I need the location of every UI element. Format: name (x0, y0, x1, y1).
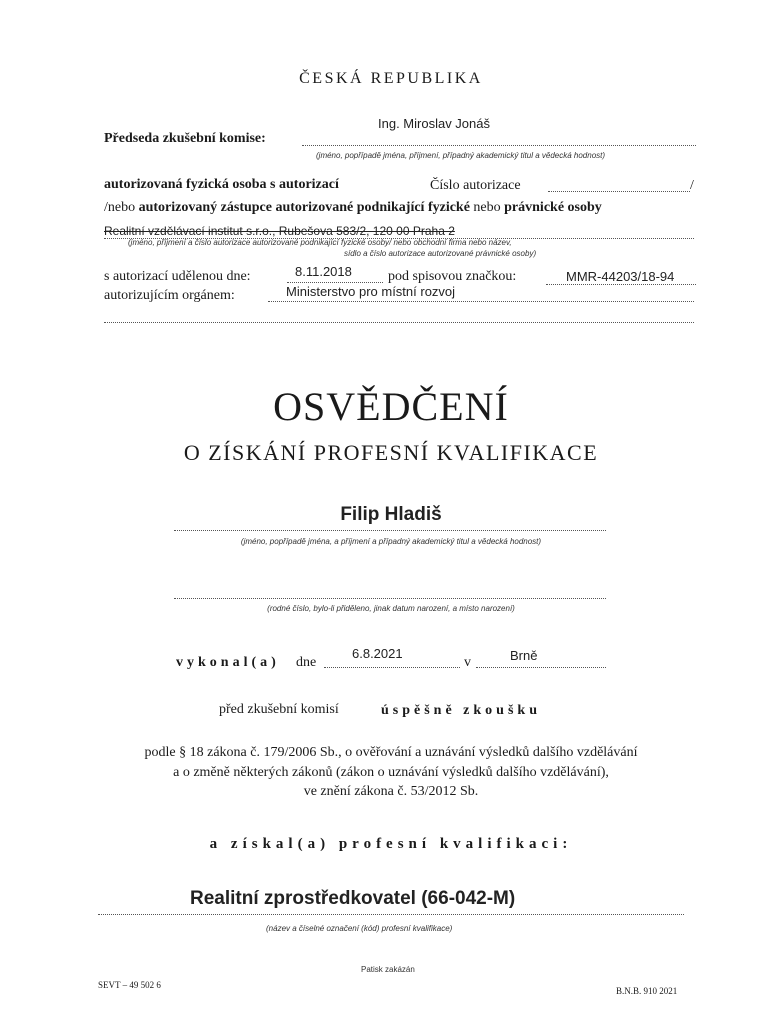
qualification-name: Realitní zprostředkovatel (66-042-M) (190, 888, 516, 909)
chairman-line (302, 145, 696, 146)
form-code-left: SEVT – 49 502 6 (98, 980, 161, 990)
holder-name-line (174, 530, 606, 531)
holder-name: Filip Hladiš (340, 504, 442, 525)
granted-date: 8.11.2018 (295, 264, 352, 279)
institute-note-2: sídlo a číslo autorizace autorizované právnické osoby) (344, 249, 537, 258)
file-number-line (546, 284, 696, 285)
law-line-2: a o změně některých zákonů (zákon o uznávání výsledků dalšího vzdělávání), (173, 765, 609, 780)
document-subtitle: O ZÍSKÁNÍ PROFESNÍ KVALIFIKACE (183, 440, 599, 465)
exam-date-line (324, 667, 460, 668)
country-heading: ČESKÁ REPUBLIKA (299, 70, 483, 87)
or-prefix: /nebo (104, 200, 139, 215)
reprint-notice: Patisk zakázán (361, 965, 415, 974)
holder-name-note: (jméno, popřípadě jména, a příjmení a případný akademický titul a vědecká hodnost) (240, 537, 542, 546)
authorized-rep-label: autorizovaný zástupce autorizované podnikající fyzické (138, 200, 470, 215)
date-label: dne (296, 655, 317, 670)
authorization-slash: / (690, 178, 694, 193)
form-code-right: B.N.B. 910 2021 (616, 986, 678, 996)
authority-label: autorizujícím orgánem: (104, 288, 235, 303)
institute-note-1: (jméno, příjmení a číslo autorizace autorizované podnikající fyzické osoby/ nebo obchodní firma nebo název, (128, 238, 512, 247)
legal-person-label: právnické osoby (504, 200, 602, 215)
authorized-person-label: autorizovaná fyzická osoba s autorizací (104, 177, 339, 192)
or-word: nebo (469, 200, 505, 215)
qualification-line (98, 914, 684, 915)
law-line-3: ve znění zákona č. 53/2012 Sb. (303, 784, 479, 799)
qualification-note: (název a číselné označení (kód) profesní kvalifikace) (266, 924, 453, 933)
birth-line (174, 598, 606, 599)
success-label: úspěšně zkoušku (381, 703, 541, 718)
chairman-note: (jméno, popřípadě jména, příjmení, případný akademický titul a vědecká hodnost) (316, 151, 606, 160)
passed-label: vykonal(a) (176, 655, 280, 670)
exam-date: 6.8.2021 (352, 646, 403, 661)
birth-note: (rodné číslo, bylo-li přiděleno, jinak datum narození, a místo narození) (267, 604, 515, 613)
authority-name: Ministerstvo pro místní rozvoj (286, 284, 456, 299)
before-label: před zkušební komisí (219, 702, 339, 717)
granted-label: s autorizací udělenou dne: (104, 269, 251, 284)
exam-place-line (476, 667, 606, 668)
place-label: v (464, 655, 471, 670)
institute-name: Realitní vzdělávací institut s.r.o., Rubešova 583/2, 120 00 Praha 2 (104, 224, 455, 238)
authority-line-2 (104, 322, 694, 323)
exam-place: Brně (510, 648, 538, 663)
authority-line (268, 301, 694, 302)
chairman-label: Předseda zkušební komise: (104, 131, 266, 146)
document-title: OSVĚDČENÍ (273, 384, 509, 429)
qualification-heading: a získal(a) profesní kvalifikaci: (209, 836, 573, 852)
law-line-1: podle § 18 zákona č. 179/2006 Sb., o ověřování a uznávání výsledků dalšího vzdělávání (144, 745, 638, 760)
authorization-number-label: Číslo autorizace (430, 178, 521, 193)
chairman-name: Ing. Miroslav Jonáš (378, 116, 490, 131)
authorization-number-line (548, 191, 690, 192)
granted-date-line (287, 282, 383, 283)
file-label: pod spisovou značkou: (388, 269, 517, 284)
file-number: MMR-44203/18-94 (566, 269, 675, 284)
representative-line (104, 200, 602, 216)
